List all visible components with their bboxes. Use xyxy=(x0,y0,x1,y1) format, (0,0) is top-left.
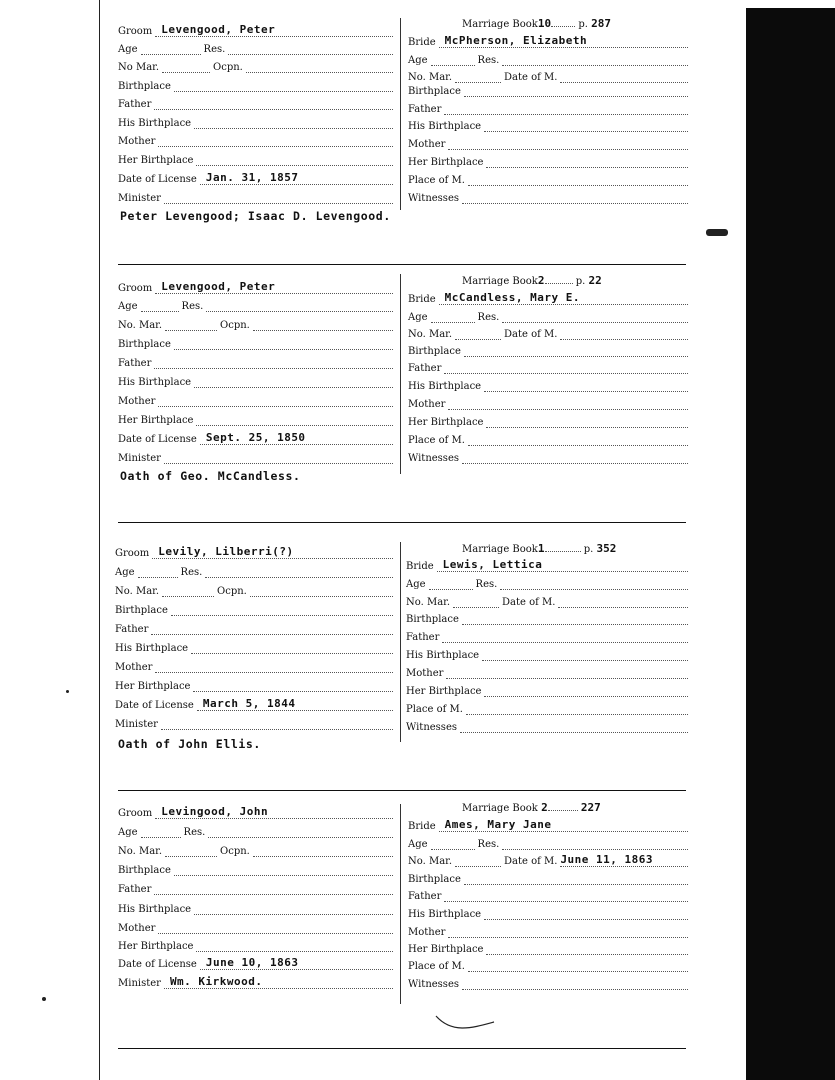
minister-field: Minister xyxy=(115,717,393,733)
her-birthplace-field: Her Birthplace xyxy=(115,679,393,695)
page-number: 227 xyxy=(580,801,601,814)
bride-field: Bride Ames, Mary Jane xyxy=(408,819,688,835)
column-divider xyxy=(400,542,401,742)
bride-name: McCandless, Mary E. xyxy=(444,291,580,304)
groom-field: Groom Levengood, Peter xyxy=(118,24,393,40)
no-mar-ocpn-field: No. Mar. Ocpn. xyxy=(118,844,393,860)
bride-father-field: Father xyxy=(406,630,688,646)
bride-her-birthplace-field: Her Birthplace xyxy=(408,415,688,431)
no-mar-ocpn-field: No Mar. Ocpn. xyxy=(118,60,393,76)
bride-field: Bride Lewis, Lettica xyxy=(406,559,688,575)
scan-artifact xyxy=(706,229,728,236)
bride-mother-field: Mother xyxy=(408,137,688,153)
bride-her-birthplace-field: Her Birthplace xyxy=(408,942,688,958)
place-of-m-field: Place of M. xyxy=(408,433,688,449)
bride-her-birthplace-field: Her Birthplace xyxy=(408,155,688,171)
column-divider xyxy=(400,18,401,210)
record-note: Oath of Geo. McCandless. xyxy=(120,469,301,483)
father-field: Father xyxy=(118,882,393,898)
book-number: 2 xyxy=(541,801,548,814)
mother-field: Mother xyxy=(118,394,393,410)
mother-field: Mother xyxy=(118,921,393,937)
book-number: 2 xyxy=(537,274,545,287)
his-birthplace-field: His Birthplace xyxy=(118,116,393,132)
bride-field: Bride McPherson, Elizabeth xyxy=(408,35,688,51)
no-mar-ocpn-field: No. Mar. Ocpn. xyxy=(115,584,393,600)
column-divider xyxy=(400,274,401,474)
birthplace-field: Birthplace xyxy=(118,337,393,353)
groom-name: Levingood, John xyxy=(161,805,269,818)
father-field: Father xyxy=(118,356,393,372)
marriage-book-ref: Marriage Book10 p. 287 xyxy=(462,17,611,30)
bride-his-birthplace-field: His Birthplace xyxy=(408,379,688,395)
mother-field: Mother xyxy=(118,134,393,150)
record-note: Peter Levengood; Isaac D. Levengood. xyxy=(120,209,391,223)
witnesses-field: Witnesses xyxy=(408,191,688,207)
license-date: Sept. 25, 1850 xyxy=(205,431,306,444)
scan-artifact xyxy=(66,690,69,693)
page-number: 352 xyxy=(596,542,617,555)
no-mar-ocpn-field: No. Mar. Ocpn. xyxy=(118,318,393,334)
bride-no-mar-field: No. Mar. Date of M. xyxy=(406,595,688,611)
bride-his-birthplace-field: His Birthplace xyxy=(408,907,688,923)
marriage-date: June 11, 1863 xyxy=(560,853,654,866)
bride-no-mar-field: No. Mar. Date of M. xyxy=(408,327,688,343)
age-res-field: Age Res. xyxy=(115,565,393,581)
father-field: Father xyxy=(115,622,393,638)
bride-age-res-field: Age Res. xyxy=(408,837,688,853)
bride-father-field: Father xyxy=(408,102,688,118)
bride-field: Bride McCandless, Mary E. xyxy=(408,292,688,308)
minister-field: Minister xyxy=(118,191,393,207)
page-number: 287 xyxy=(591,17,611,30)
witnesses-field: Witnesses xyxy=(406,720,688,736)
column-divider xyxy=(400,804,401,1004)
scan-artifact xyxy=(42,997,46,1001)
bride-no-mar-field: No. Mar. Date of M. June 11, 1863 xyxy=(408,854,688,870)
witnesses-field: Witnesses xyxy=(408,977,688,993)
groom-name: Levily, Lilberri(?) xyxy=(158,545,294,558)
bride-birthplace-field: Birthplace xyxy=(408,344,688,360)
his-birthplace-field: His Birthplace xyxy=(115,641,393,657)
marriage-book-ref: Marriage Book2 p. 22 xyxy=(462,274,602,287)
groom-name: Levengood, Peter xyxy=(161,280,276,293)
license-date: June 10, 1863 xyxy=(205,956,299,969)
birthplace-field: Birthplace xyxy=(115,603,393,619)
bride-name: Lewis, Lettica xyxy=(442,558,543,571)
groom-field: Groom Levily, Lilberri(?) xyxy=(115,546,393,562)
place-of-m-field: Place of M. xyxy=(408,959,688,975)
place-of-m-field: Place of M. xyxy=(408,173,688,189)
page-number: 22 xyxy=(588,274,602,287)
bride-his-birthplace-field: His Birthplace xyxy=(408,119,688,135)
record-note: Oath of John Ellis. xyxy=(118,737,261,751)
groom-field: Groom Levengood, Peter xyxy=(118,281,393,297)
record-separator xyxy=(118,264,686,265)
her-birthplace-field: Her Birthplace xyxy=(118,153,393,169)
birthplace-field: Birthplace xyxy=(118,863,393,879)
groom-field: Groom Levingood, John xyxy=(118,806,393,822)
bride-father-field: Father xyxy=(408,361,688,377)
pen-stroke-mark xyxy=(432,1004,502,1034)
age-res-field: Age Res. xyxy=(118,825,393,841)
bride-age-res-field: Age Res. xyxy=(408,310,688,326)
birthplace-field: Birthplace xyxy=(118,79,393,95)
marriage-book-ref: Marriage Book 2 227 xyxy=(462,801,601,814)
bride-her-birthplace-field: Her Birthplace xyxy=(406,684,688,700)
marriage-book-ref: Marriage Book1 p. 352 xyxy=(462,542,617,555)
groom-name: Levengood, Peter xyxy=(161,23,276,36)
bride-mother-field: Mother xyxy=(408,397,688,413)
record-separator xyxy=(118,790,686,791)
place-of-m-field: Place of M. xyxy=(406,702,688,718)
scan-border xyxy=(742,8,835,1080)
mother-field: Mother xyxy=(115,660,393,676)
her-birthplace-field: Her Birthplace xyxy=(118,413,393,429)
date-of-license-field: Date of License June 10, 1863 xyxy=(118,957,393,973)
license-date: Jan. 31, 1857 xyxy=(205,171,299,184)
minister-field: Minister Wm. Kirkwood. xyxy=(118,976,393,992)
date-of-license-field: Date of License Sept. 25, 1850 xyxy=(118,432,393,448)
bride-age-res-field: Age Res. xyxy=(408,53,688,69)
book-number: 10 xyxy=(537,17,552,30)
record-separator xyxy=(118,522,686,523)
witnesses-field: Witnesses xyxy=(408,451,688,467)
bride-mother-field: Mother xyxy=(408,925,688,941)
index-card-page xyxy=(99,0,746,1080)
license-date: March 5, 1844 xyxy=(202,697,296,710)
record-separator xyxy=(118,1048,686,1049)
her-birthplace-field: Her Birthplace xyxy=(118,939,393,955)
bride-father-field: Father xyxy=(408,889,688,905)
book-number: 1 xyxy=(537,542,545,555)
age-res-field: Age Res. xyxy=(118,299,393,315)
bride-his-birthplace-field: His Birthplace xyxy=(406,648,688,664)
date-of-license-field: Date of License Jan. 31, 1857 xyxy=(118,172,393,188)
minister-name: Wm. Kirkwood. xyxy=(169,975,263,988)
minister-field: Minister xyxy=(118,451,393,467)
his-birthplace-field: His Birthplace xyxy=(118,902,393,918)
father-field: Father xyxy=(118,97,393,113)
bride-name: Ames, Mary Jane xyxy=(444,818,552,831)
bride-birthplace-field: Birthplace xyxy=(408,872,688,888)
bride-no-mar-field: No. Mar. Date of M. xyxy=(408,70,688,86)
age-res-field: Age Res. xyxy=(118,42,393,58)
bride-age-res-field: Age Res. xyxy=(406,577,688,593)
his-birthplace-field: His Birthplace xyxy=(118,375,393,391)
date-of-license-field: Date of License March 5, 1844 xyxy=(115,698,393,714)
bride-birthplace-field: Birthplace xyxy=(408,84,688,100)
bride-mother-field: Mother xyxy=(406,666,688,682)
bride-birthplace-field: Birthplace xyxy=(406,612,688,628)
bride-name: McPherson, Elizabeth xyxy=(444,34,588,47)
